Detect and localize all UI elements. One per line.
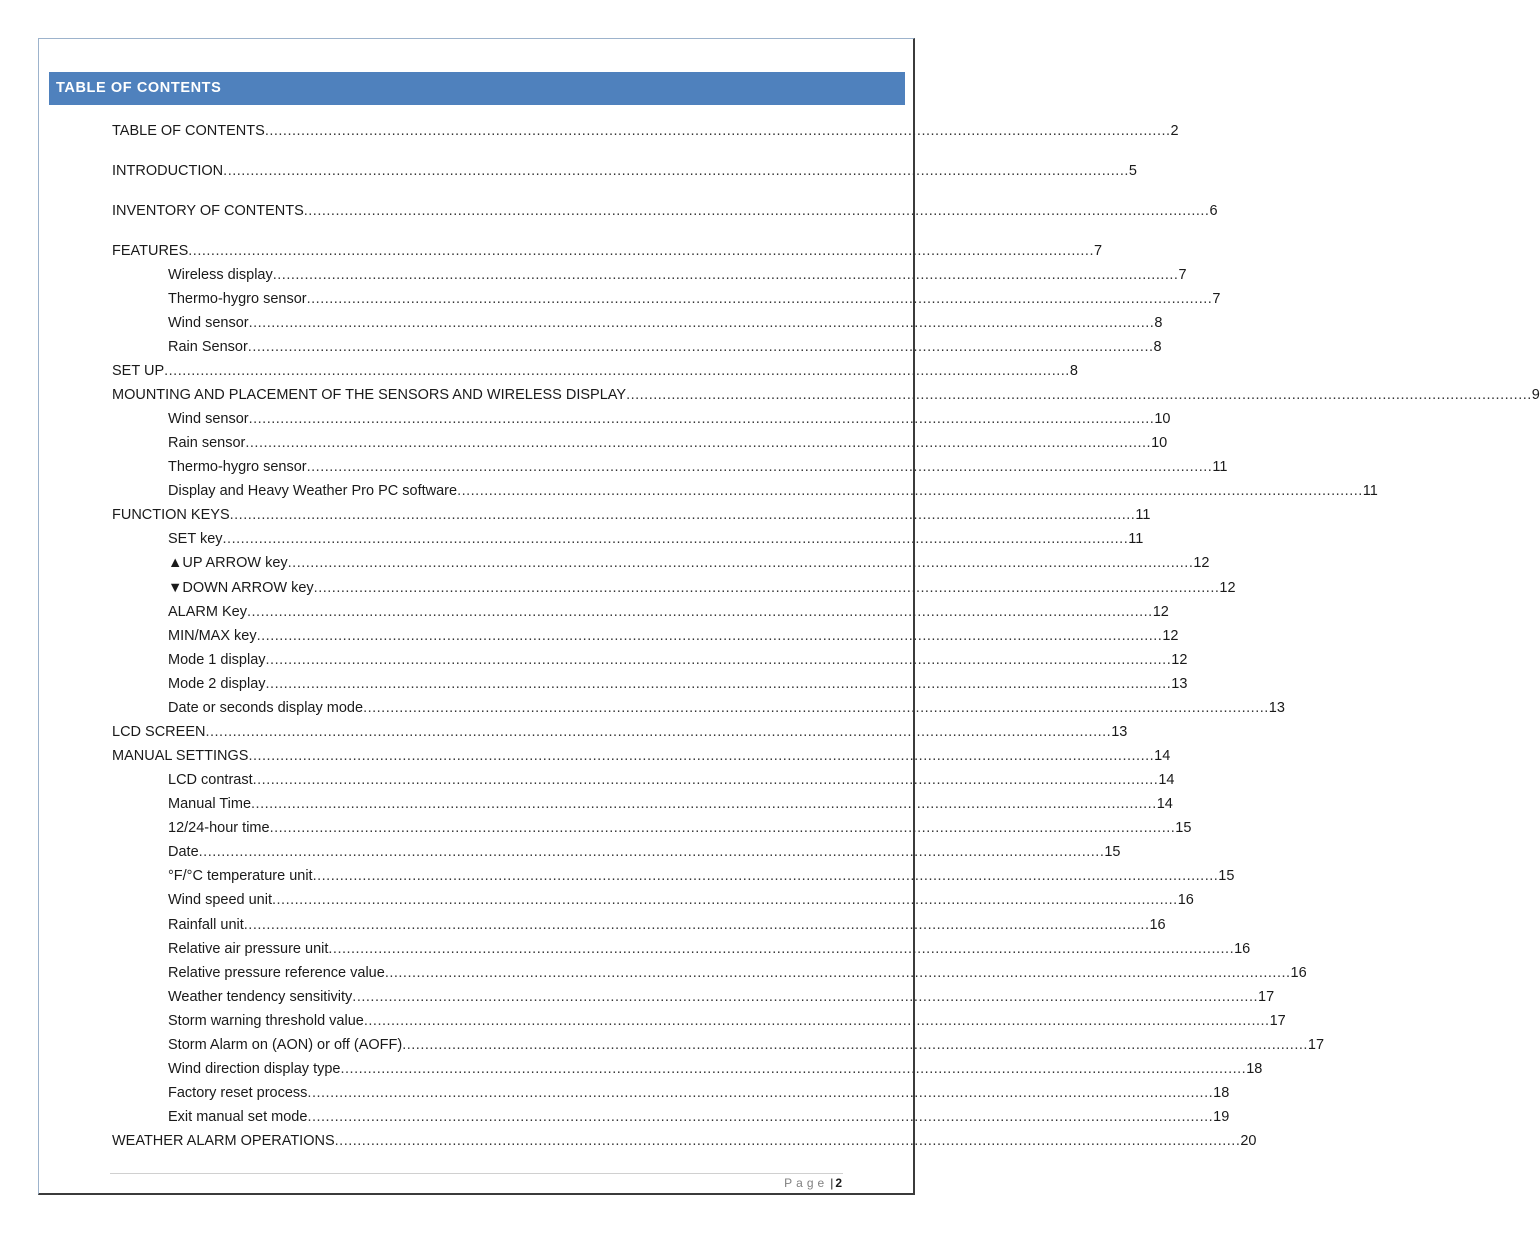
toc-leader-dots: ........................................................................................................................................................................................................ (248, 748, 1155, 764)
toc-entry[interactable] (168, 1035, 1325, 1055)
toc-entry-label: Thermo-hygro sensor (168, 291, 307, 307)
toc-page-number: 16 (1149, 917, 1166, 933)
toc-leader-dots: ........................................................................................................................................................................................................ (328, 941, 1235, 957)
toc-page-number: 9 (1531, 387, 1540, 403)
toc-entry-label: Rainfall unit (168, 917, 244, 933)
toc-entry[interactable] (112, 746, 1171, 766)
toc-entry[interactable] (168, 939, 1251, 959)
toc-leader-dots: ........................................................................................................................................................................................................ (252, 772, 1159, 788)
toc-entry-label: MIN/MAX key (168, 628, 257, 644)
toc-page-number: 8 (1069, 363, 1078, 379)
footer-separator: | (830, 1176, 834, 1190)
toc-leader-dots: ........................................................................................................................................................................................................ (246, 604, 1153, 620)
toc-entry[interactable] (168, 650, 1188, 670)
toc-entry[interactable] (168, 265, 1187, 285)
toc-leader-dots: ........................................................................................................................................................................................................ (384, 965, 1291, 981)
toc-page-number: 13 (1111, 724, 1128, 740)
toc-entry[interactable] (168, 915, 1166, 935)
toc-leader-dots: ........................................................................................................................................................................................................ (312, 868, 1219, 884)
footer-divider (110, 1173, 843, 1174)
toc-entry-label: Date (168, 844, 199, 860)
toc-page-number: 2 (1170, 123, 1179, 139)
toc-leader-dots: ........................................................................................................................................................................................................ (243, 917, 1150, 933)
toc-entry[interactable] (168, 578, 1236, 598)
toc-page-number: 15 (1175, 820, 1192, 836)
toc-entry-label: INTRODUCTION (112, 163, 224, 179)
toc-leader-dots: ........................................................................................................................................................................................................ (272, 267, 1179, 283)
toc-leader-dots: ........................................................................................................................................................................................................ (269, 820, 1176, 836)
toc-leader-dots: ........................................................................................................................................................................................................ (248, 315, 1155, 331)
toc-leader-dots: ........................................................................................................................................................................................................ (307, 1109, 1214, 1125)
toc-page-number: 14 (1154, 748, 1171, 764)
toc-leader-dots: ........................................................................................................................................................................................................ (188, 243, 1094, 259)
toc-entry[interactable] (168, 1083, 1230, 1103)
toc-page-number: 12 (1152, 604, 1169, 620)
toc-page-number: 18 (1213, 1085, 1230, 1101)
toc-entry-label: LCD SCREEN (112, 724, 206, 740)
toc-leader-dots: ........................................................................................................................................................................................................ (198, 844, 1105, 860)
toc-entry-label: Thermo-hygro sensor (168, 459, 307, 475)
toc-entry[interactable] (112, 161, 1137, 181)
toc-entry[interactable] (168, 842, 1121, 862)
toc-entry[interactable] (168, 481, 1378, 501)
toc-leader-dots: ........................................................................................................................................................................................................ (164, 363, 1070, 379)
toc-entry[interactable] (168, 1011, 1286, 1031)
toc-entry-label: Weather tendency sensitivity (168, 989, 353, 1005)
toc-page-number: 15 (1218, 868, 1235, 884)
toc-leader-dots: ........................................................................................................................................................................................................ (313, 580, 1220, 596)
toc-leader-dots: ........................................................................................................................................................................................................ (251, 796, 1157, 812)
toc-page-number: 10 (1151, 435, 1168, 451)
toc-leader-dots: ........................................................................................................................................................................................................ (363, 1013, 1270, 1029)
toc-page-number: 11 (1135, 507, 1151, 523)
toc-entry[interactable] (168, 553, 1210, 573)
toc-page-number: 7 (1178, 267, 1187, 283)
toc-leader-dots: ........................................................................................................................................................................................................ (265, 652, 1172, 668)
toc-page-number: 10 (1154, 411, 1171, 427)
toc-page-number: 16 (1290, 965, 1307, 981)
toc-entry-label: Manual Time (168, 796, 252, 812)
toc-entry-label: Storm Alarm on (AON) or off (AOFF) (168, 1037, 403, 1053)
toc-page-number: 16 (1177, 892, 1194, 908)
toc-leader-dots: ........................................................................................................................................................................................................ (223, 163, 1129, 179)
toc-entry-label: Wind sensor (168, 411, 249, 427)
toc-entry-label: Wind direction display type (168, 1061, 341, 1077)
toc-page-number: 8 (1154, 315, 1163, 331)
toc-leader-dots: ........................................................................................................................................................................................................ (271, 892, 1178, 908)
toc-page-number: 7 (1212, 291, 1221, 307)
toc-entry-label: 12/24-hour time (168, 820, 270, 836)
toc-leader-dots: ........................................................................................................................................................................................................ (334, 1133, 1241, 1149)
footer-page-word: Page (784, 1176, 829, 1190)
toc-page-number: 17 (1258, 989, 1275, 1005)
toc-page-number: 12 (1162, 628, 1179, 644)
toc-entry-label: °F/°C temperature unit (168, 868, 313, 884)
toc-entry[interactable] (168, 818, 1192, 838)
toc-leader-dots: ........................................................................................................................................................................................................ (229, 507, 1136, 523)
page-footer (784, 1175, 842, 1191)
toc-entry-label: ALARM Key (168, 604, 247, 620)
toc-entry[interactable] (112, 241, 1103, 261)
toc-entry-label: SET key (168, 531, 223, 547)
toc-entry[interactable] (168, 433, 1168, 453)
toc-page-number: 8 (1153, 339, 1162, 355)
footer-page-number: 2 (835, 1176, 842, 1190)
toc-entry[interactable] (168, 602, 1169, 622)
toc-entry-label: Wind speed unit (168, 892, 272, 908)
toc-leader-dots: ........................................................................................................................................................................................................ (340, 1061, 1247, 1077)
toc-entry[interactable] (168, 409, 1171, 429)
toc-entry[interactable] (112, 361, 1078, 381)
section-header (49, 72, 905, 105)
toc-page-number: 11 (1128, 531, 1144, 547)
toc-entry-label: Relative pressure reference value (168, 965, 385, 981)
toc-entry[interactable] (168, 1059, 1263, 1079)
toc-leader-dots: ........................................................................................................................................................................................................ (402, 1037, 1308, 1053)
toc-entry-label: Rain sensor (168, 435, 246, 451)
toc-entry[interactable] (168, 289, 1221, 309)
toc-entry-label: Date or seconds display mode (168, 700, 364, 716)
toc-entry-label: INVENTORY OF CONTENTS (112, 203, 304, 219)
toc-page-number: 12 (1171, 652, 1188, 668)
section-header-title: TABLE OF CONTENTS (56, 80, 222, 96)
toc-entry-label: MANUAL SETTINGS (112, 748, 249, 764)
toc-entry-label: WEATHER ALARM OPERATIONS (112, 1133, 335, 1149)
toc-entry-label: Wireless display (168, 267, 273, 283)
toc-entry-label: MOUNTING AND PLACEMENT OF THE SENSORS AND WIRELESS DISPLAY (112, 387, 627, 403)
toc-entry[interactable] (168, 963, 1307, 983)
toc-leader-dots: ........................................................................................................................................................................................................ (363, 700, 1269, 716)
toc-page-number: 14 (1156, 796, 1173, 812)
toc-leader-dots: ........................................................................................................................................................................................................ (245, 435, 1152, 451)
toc-page-number: 12 (1193, 555, 1210, 571)
toc-leader-dots: ........................................................................................................................................................................................................ (307, 1085, 1214, 1101)
toc-leader-dots: ........................................................................................................................................................................................................ (256, 628, 1163, 644)
toc-leader-dots: ........................................................................................................................................................................................................ (303, 203, 1210, 219)
toc-page-number: 20 (1240, 1133, 1257, 1149)
toc-entry-label: Mode 2 display (168, 676, 266, 692)
toc-page-number: 5 (1128, 163, 1137, 179)
toc-leader-dots: ........................................................................................................................................................................................................ (457, 483, 1363, 499)
toc-entry[interactable] (112, 505, 1151, 525)
toc-leader-dots: ........................................................................................................................................................................................................ (247, 339, 1154, 355)
toc-entry-label: Storm warning threshold value (168, 1013, 364, 1029)
toc-leader-dots: ........................................................................................................................................................................................................ (248, 411, 1155, 427)
toc-page-number: 6 (1209, 203, 1218, 219)
toc-leader-dots: ........................................................................................................................................................................................................ (265, 676, 1172, 692)
toc-entry-label: Wind sensor (168, 315, 249, 331)
toc-page-number: 14 (1158, 772, 1175, 788)
toc-entry[interactable] (168, 313, 1163, 333)
toc-page-number: 12 (1219, 580, 1236, 596)
toc-entry-label: TABLE OF CONTENTS (112, 123, 265, 139)
toc-entry-label: Exit manual set mode (168, 1109, 308, 1125)
toc-entry[interactable] (168, 1107, 1230, 1127)
toc-entry[interactable] (168, 770, 1175, 790)
toc-leader-dots: ........................................................................................................................................................................................................ (205, 724, 1112, 740)
toc-leader-dots: ........................................................................................................................................................................................................ (222, 531, 1129, 547)
toc-entry-label: FUNCTION KEYS (112, 507, 230, 523)
toc-entry[interactable] (168, 674, 1188, 694)
toc-entry[interactable] (168, 890, 1194, 910)
toc-entry[interactable] (112, 121, 1179, 141)
toc-entry-label: SET UP (112, 363, 165, 379)
toc-leader-dots: ........................................................................................................................................................................................................ (352, 989, 1259, 1005)
toc-leader-dots: ........................................................................................................................................................................................................ (306, 459, 1213, 475)
toc-entry[interactable] (112, 201, 1218, 221)
toc-page-number: 11 (1212, 459, 1228, 475)
toc-entry[interactable] (112, 385, 1540, 405)
toc-entry-label: Mode 1 display (168, 652, 266, 668)
toc-entry[interactable] (168, 626, 1179, 646)
toc-entry[interactable] (168, 866, 1235, 886)
toc-leader-dots: ........................................................................................................................................................................................................ (306, 291, 1213, 307)
toc-page-number: 17 (1269, 1013, 1286, 1029)
toc-entry-label: Relative air pressure unit (168, 941, 329, 957)
toc-entry[interactable] (168, 987, 1275, 1007)
toc-leader-dots: ........................................................................................................................................................................................................ (287, 555, 1194, 571)
toc-entry-label: Factory reset process (168, 1085, 308, 1101)
toc-entry[interactable] (168, 698, 1285, 718)
toc-page-number: 15 (1104, 844, 1121, 860)
toc-page-number: 17 (1307, 1037, 1325, 1053)
toc-page-number: 13 (1268, 700, 1285, 716)
toc-page-number: 18 (1246, 1061, 1263, 1077)
toc-leader-dots: ........................................................................................................................................................................................................ (264, 123, 1171, 139)
toc-entry[interactable] (168, 457, 1228, 477)
toc-entry-label: FEATURES (112, 243, 189, 259)
toc-page-number: 19 (1213, 1109, 1230, 1125)
toc-entry[interactable] (168, 337, 1162, 357)
toc-page-number: 7 (1094, 243, 1103, 259)
toc-entry[interactable] (112, 1131, 1257, 1151)
toc-entry-label: LCD contrast (168, 772, 253, 788)
toc-page-number: 13 (1171, 676, 1188, 692)
toc-entry-label: ▼DOWN ARROW key (168, 580, 314, 596)
toc-entry-label: Rain Sensor (168, 339, 248, 355)
toc-leader-dots: ........................................................................................................................................................................................................ (626, 387, 1532, 403)
toc-page-number: 16 (1234, 941, 1251, 957)
toc-entry-label: ▲UP ARROW key (168, 555, 288, 571)
toc-page-number: 11 (1362, 483, 1378, 499)
toc-entry[interactable] (112, 722, 1128, 742)
toc-entry[interactable] (168, 794, 1173, 814)
toc-entry[interactable] (168, 529, 1144, 549)
toc-entry-label: Display and Heavy Weather Pro PC software (168, 483, 458, 499)
